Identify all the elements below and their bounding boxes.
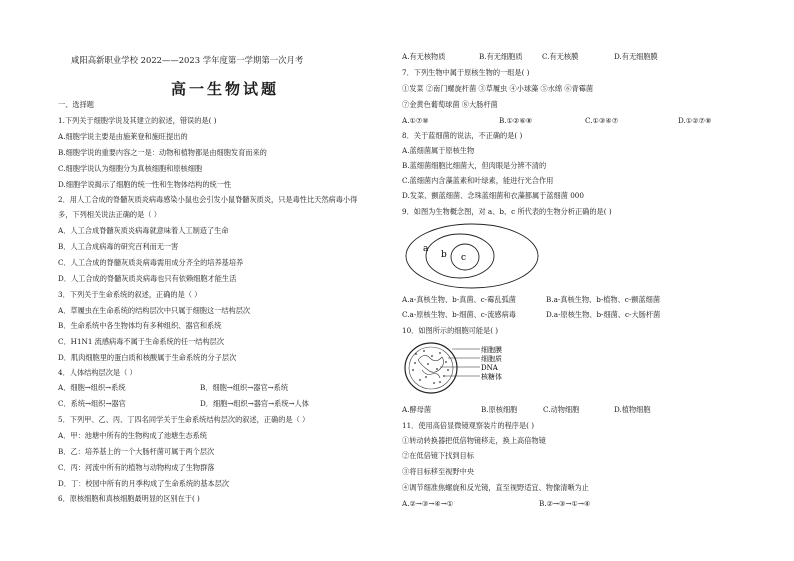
q11-option-b: B.②→③→①→④: [539, 499, 591, 508]
q11-stem: 11．使用高倍显微镜观察装片的程序是( ): [402, 421, 535, 430]
q2-stem-line1: 2．用人工合成的脊髓灰质炎病毒感染小鼠也会引发小鼠脊髓灰质炎，只是毒性比天然病毒小得: [58, 195, 358, 204]
q9-concept-diagram: [404, 222, 540, 290]
ellipse-b: [426, 234, 494, 278]
q7-option-b: B.①②⑥⑧: [499, 116, 533, 125]
q2-option-b: B．人工合成病毒的研究百利而无一害: [58, 242, 179, 251]
q3-option-b: B．生命系统中各生物体均有多种组织、器官和系统: [58, 321, 222, 330]
q10-option-b: B.原核细胞: [481, 405, 518, 414]
q3-option-a: A．草履虫在生命系统的结构层次中只属于细胞这一结构层次: [58, 306, 251, 315]
q10-stem: 10．如图所示的细胞可能是( ): [402, 326, 499, 335]
q1-option-b: B.细胞学说的重要内容之一是：动物和植物都是由细胞发育而来的: [58, 148, 267, 157]
q7-option-d: D.①②⑦⑧: [678, 116, 712, 125]
q2-option-c: C．人工合成的脊髓灰质炎病毒需用成分齐全的培养基培养: [58, 258, 244, 267]
q11-step-2: ②在低倍镜下找到目标: [402, 451, 474, 460]
q6-option-a: A.有无核物质: [402, 52, 446, 61]
q10-option-c: C.动物细胞: [543, 405, 580, 414]
q11-step-1: ①转动转换器把低倍物镜移走，换上高倍物镜: [402, 436, 546, 445]
section-heading: 一、选择题: [58, 100, 94, 109]
q8-option-d: D.发菜、颤蓝细菌、念珠蓝细菌和衣藻都属于蓝细菌 000: [402, 191, 584, 200]
q1-option-d: D.细胞学说揭示了细胞的统一性和生物体结构的统一性: [58, 180, 232, 189]
q5-option-d: D．丁：校园中所有的月季构成了生命系统的基本层次: [58, 479, 230, 488]
q9-stem: 9．如图为生物概念图，对 a、b、c 所代表的生物分析正确的是( ): [402, 207, 612, 216]
q4-option-a: A．细胞→组织→系统: [58, 383, 126, 392]
q3-stem: 3．下列关于生命系统的叙述，正确的是（ ）: [58, 290, 202, 299]
exam-header: 咸阳高新职业学校 2022——2023 学年度第一学期第一次月考: [71, 55, 304, 65]
q4-option-d: D．细胞→组织→器官→系统→人体: [200, 399, 309, 408]
q5-stem: 5．下列甲、乙、丙、丁四名同学关于生命系统结构层次的叙述，正确的是（ ）: [58, 415, 310, 424]
q7-items-line2: ⑦金黄色葡萄球菌 ⑧大肠杆菌: [402, 100, 498, 109]
q11-option-a: A.②→③→④→①: [402, 499, 454, 508]
q2-option-a: A．人工合成脊髓灰质炎病毒就意味着人工制造了生命: [58, 226, 229, 235]
q3-option-d: D．肌肉细胞里的蛋白质和核酸属于生命系统的分子层次: [58, 353, 237, 362]
q7-stem: 7．下列生物中属于原核生物的一组是( ): [402, 68, 530, 77]
q11-step-4: ④调节细准焦螺旋和反光镜，直至视野适宜、物像清晰为止: [402, 483, 589, 492]
q6-stem: 6．原核细胞和真核细胞最明显的区别在于( ): [58, 494, 200, 503]
q8-option-a: A.蓝细菌属于原核生物: [402, 146, 475, 155]
q8-stem: 8．关于蓝细菌的说法，不正确的是( ): [402, 131, 523, 140]
dna-region: [418, 355, 444, 372]
q1-option-c: C.细胞学说认为细胞分为真核细胞和原核细胞: [58, 164, 203, 173]
q3-option-c: C．H1N1 流感病毒不属于生命系统的任一结构层次: [58, 337, 225, 346]
cell-membrane: [405, 343, 457, 393]
q6-option-b: B.有无细胞质: [479, 52, 523, 61]
label-cytoplasm: 细胞质: [481, 355, 502, 363]
label-cell-membrane: 细胞膜: [481, 346, 502, 354]
q4-stem: 4．人体结构层次是（ ）: [58, 368, 137, 377]
q10-option-d: D.植物细胞: [614, 405, 651, 414]
q2-stem-line2: 多，下列相关说法正确的是（ ）: [58, 210, 161, 219]
q4-option-b: B．细胞→组织→器官→系统: [200, 383, 289, 392]
q1-stem: 1.下列关于细胞学说及其建立的叙述，错误的是( ): [58, 116, 217, 125]
q10-cell-diagram: [404, 340, 514, 398]
q9-option-c: C.a-原核生物、b-细菌、c-流感病毒: [402, 310, 516, 319]
q7-items-line1: ①发菜 ②南门螺旋杆菌 ③草履虫 ④小球藻 ⑤水绵 ⑥青霉菌: [402, 84, 594, 93]
label-a: a: [423, 244, 429, 254]
q6-option-c: C.有无核膜: [542, 52, 579, 61]
label-b: b: [441, 250, 447, 260]
label-c: c: [461, 253, 467, 263]
q5-option-c: C．丙：河流中所有的植物与动物构成了生物群落: [58, 463, 215, 472]
q4-option-c: C．系统→组织→器官: [58, 399, 126, 408]
q9-option-b: B.a-真核生物、b-植物、c-颤蓝细菌: [546, 295, 661, 304]
label-ribosome: 核糖体: [481, 373, 502, 381]
q5-option-b: B．乙：培养基上的一个大肠杆菌可属于两个层次: [58, 447, 215, 456]
q11-step-3: ③将目标移至视野中央: [402, 467, 474, 476]
q7-option-c: C.①③④⑦: [585, 116, 619, 125]
q9-option-d: D.a-原核生物、b-细菌、c-大肠杆菌: [546, 310, 661, 319]
label-dna: DNA: [481, 364, 498, 372]
q9-option-a: A.a-真核生物、b-真菌、c-霉乱弧菌: [402, 295, 516, 304]
page-title: 高一生物试题: [171, 80, 280, 98]
q5-option-a: A．甲：池塘中所有的生物构成了池塘生态系统: [58, 431, 207, 440]
q2-option-d: D．人工合成的脊髓灰质炎病毒也只有依赖细胞才能生活: [58, 274, 237, 283]
q8-option-b: B.蓝细菌细胞比细菌大，但肉眼是分辨不清的: [402, 161, 547, 170]
q1-option-a: A.细胞学说主要是由施莱登和施旺提出的: [58, 132, 188, 141]
q7-option-a: A.①⑦⑧: [402, 116, 429, 125]
q10-option-a: A.酵母菌: [402, 405, 432, 414]
q6-option-d: D.有无细胞膜: [614, 52, 658, 61]
q8-option-c: C.蓝细菌内含藻蓝素和叶绿素，能进行光合作用: [402, 176, 554, 185]
